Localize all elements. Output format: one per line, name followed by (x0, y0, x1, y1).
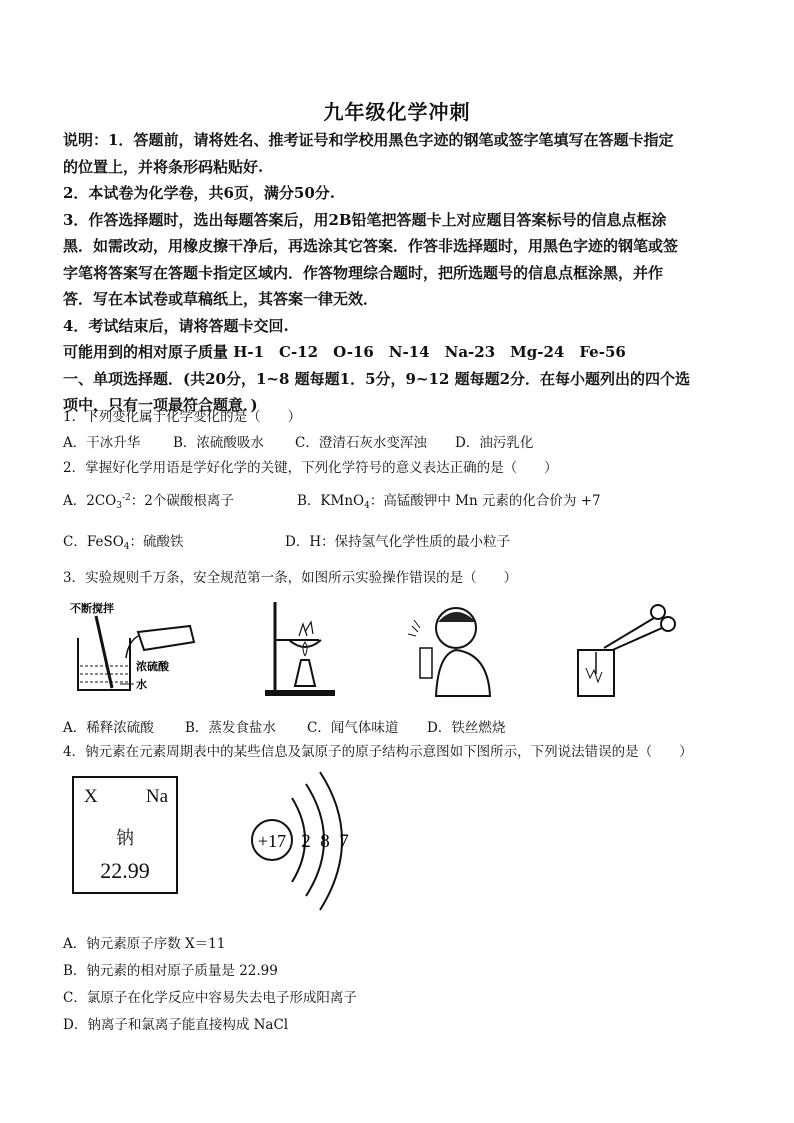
option-b: B．KMnO$_4$：高锰酸钾中 Mn 元素的化合价为 +7 (297, 493, 601, 511)
alcohol-lamp-icon (295, 660, 315, 686)
option-c: C．闻气体味道 (307, 720, 399, 736)
option-a: A．干冰升华 (63, 435, 141, 451)
option-d: D．H：保持氢气化学性质的最小粒子 (285, 534, 511, 550)
note-line: 答．写在本试卷或草稿纸上，其答案一律无效． (63, 290, 379, 308)
shell-count: 8 (320, 831, 330, 852)
question-3-figures (63, 598, 743, 708)
option-b: B．蒸发食盐水 (185, 720, 276, 736)
option-c: C．氯原子在化学反应中容易失去电子形成阳离子 (63, 990, 357, 1006)
section-heading: 项中，只有一项最符合题意．) (63, 396, 258, 414)
option-a: A．稀释浓硫酸 (63, 720, 154, 736)
acid-label: 浓硫酸 (136, 660, 169, 673)
atomic-mass: 22.99 (100, 858, 150, 883)
option-a: A．$2CO_3^{-2}$：2个碳酸根离子 (63, 493, 234, 511)
stir-label: 不断搅拌 (70, 602, 114, 615)
option-b: B．钠元素的相对原子质量是 22.99 (63, 963, 278, 979)
evaporating-dish-icon (289, 640, 321, 647)
question-4-options (63, 931, 743, 1039)
note-line: 的位置上，并将条形码粘贴好. (63, 157, 264, 176)
note-line: 2．本试卷为化学卷，共6页，满分50分. (63, 184, 335, 202)
note-line: 说明：1．答题前，请将姓名、推考证号和学校用黑色字迹的钢笔或签字笔填写在答题卡指定 (63, 131, 674, 149)
bottle-icon (138, 626, 194, 650)
section-heading: 一、单项选择题．(共20分，1~8 题每题1．5分，9~12 题每题2分．在每小题列出的四个选 (63, 369, 691, 388)
option-d: D．钠离子和氯离子能直接构成 NaCl (63, 1017, 289, 1033)
atomic-number: X (84, 786, 98, 807)
option-a: A．钠元素原子序数 X＝11 (63, 936, 226, 952)
element-symbol: Na (145, 786, 168, 807)
instructions (63, 127, 735, 419)
question-4 (63, 740, 743, 760)
note-line: 字笔将答案写在答题卡指定区域内．作答物理综合题时，把所选题号的信息点框涂黑，并作 (63, 263, 664, 282)
bottle-icon (420, 648, 432, 678)
smell-gas-figure (398, 598, 498, 698)
question-2 (63, 456, 743, 476)
option-d: D．油污乳化 (455, 435, 534, 451)
question-3 (63, 566, 743, 586)
shell-count: 2 (301, 831, 311, 852)
atomic-mass-line: 可能用到的相对原子质量 H-1 C-12 O-16 N-14 Na-23 Mg-24 Fe-56 (63, 343, 626, 361)
option-d: D．铁丝燃烧 (427, 720, 506, 736)
option-b: B．浓硫酸吸水 (173, 435, 264, 451)
question-stem: 3．实验规则千万条，安全规范第一条，如图所示实验操作错误的是（ ） (63, 570, 518, 586)
option-c: C．FeSO$_4$：硫酸铁 (63, 534, 184, 552)
periodic-element-card (72, 776, 178, 894)
nucleus-charge: +17 (257, 831, 287, 851)
note-line: 4．考试结束后，请将答题卡交回. (63, 316, 289, 335)
question-stem: 1．下列变化属于化学变化的是（ ） (63, 409, 302, 425)
question-stem: 4．钠元素在元素周期表中的某些信息及氯原子的原子结构示意图如下图所示，下列说法错误的是（ ） (63, 744, 693, 760)
question-stem: 2．掌握好化学用语是学好化学的关键，下列化学符号的意义表达正确的是（ ） (63, 460, 558, 476)
evaporation-figure (263, 598, 343, 698)
question-1 (63, 405, 743, 425)
atom-structure-diagram (240, 770, 370, 915)
page-title: 九年级化学冲刺 (323, 100, 471, 124)
iron-wire-figure (568, 598, 678, 698)
dilute-acid-figure (68, 598, 208, 698)
option-c: C．澄清石灰水变浑浊 (295, 435, 427, 451)
water-label: 水 (136, 678, 147, 691)
glass-rod-icon (96, 616, 112, 688)
shell-count: 7 (339, 831, 349, 852)
note-line: 3．作答选择题时，选出每题答案后，用2B铅笔把答题卡上对应题目答案标号的信息点框涂 (63, 210, 667, 229)
tongs-icon (651, 605, 665, 619)
note-line: 黑．如需改动，用橡皮擦干净后，再选涂其它答案．作答非选择题时，用黑色字迹的钢笔或签 (63, 237, 679, 255)
element-name: 钠 (116, 828, 134, 849)
